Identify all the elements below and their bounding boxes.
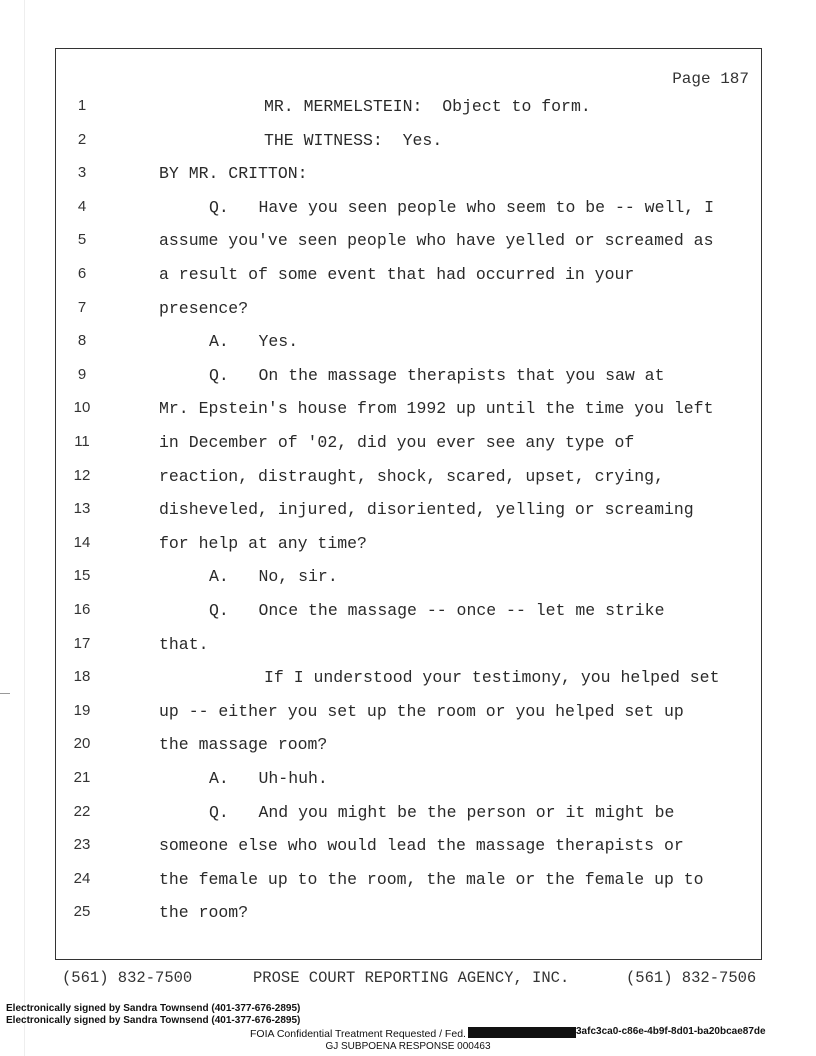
line-number: 2 <box>77 130 87 148</box>
foia-notice: FOIA Confidential Treatment Requested / Fed. <box>250 1028 466 1040</box>
line-text: in December of '02, did you ever see any type of <box>159 433 635 452</box>
transcript-line <box>56 769 756 803</box>
page-number: Page 187 <box>672 70 749 88</box>
line-text: the female up to the room, the male or the female up to <box>159 869 704 889</box>
line-text: Q. Once the massage -- once -- let me strike <box>209 601 665 620</box>
transcript-line <box>56 198 756 232</box>
line-number: 6 <box>77 265 87 282</box>
footer-phone-right: (561) 832-7506 <box>626 969 757 987</box>
line-number: 8 <box>77 332 87 350</box>
transcript-line <box>56 534 756 568</box>
line-number: 1 <box>77 97 87 114</box>
line-number: 13 <box>73 500 91 518</box>
line-number: 18 <box>73 668 91 686</box>
document-hash: 3afc3ca0-c86e-4b9f-8d01-ba20bcae87de <box>576 1026 766 1037</box>
transcript-line <box>56 231 756 265</box>
transcript-line <box>56 164 756 198</box>
line-number: 7 <box>77 298 87 316</box>
line-text: the room? <box>159 903 249 923</box>
transcript-line <box>56 265 756 299</box>
line-number: 5 <box>77 231 87 249</box>
transcript-line <box>56 500 756 534</box>
line-number: 19 <box>73 701 91 719</box>
line-text: Q. And you might be the person or it might be <box>209 802 675 822</box>
line-number: 23 <box>73 836 91 854</box>
line-text: Q. On the massage therapists that you saw at <box>209 365 665 385</box>
transcript-line <box>56 836 756 870</box>
gj-subpoena-stamp: GJ SUBPOENA RESPONSE 000463 <box>325 1041 491 1052</box>
transcript-line <box>56 601 756 635</box>
line-number: 10 <box>73 399 91 417</box>
transcript-line <box>56 366 756 400</box>
transcript-line <box>56 332 756 366</box>
transcript-line <box>56 803 756 837</box>
line-text: that. <box>159 634 209 654</box>
line-text: Mr. Epstein's house from 1992 up until the time you left <box>159 399 714 419</box>
line-number: 20 <box>73 735 91 753</box>
transcript-line <box>56 567 756 601</box>
line-number: 11 <box>74 433 90 450</box>
line-text: the massage room? <box>159 735 328 755</box>
line-text: presence? <box>159 298 249 318</box>
line-text: assume you've seen people who have yelled or screamed as <box>159 231 714 251</box>
line-number: 12 <box>73 466 91 484</box>
transcript-line <box>56 131 756 165</box>
signature-line-1: Electronically signed by Sandra Townsend (401-377-676-2895) <box>6 1003 301 1014</box>
line-number: 16 <box>73 601 91 618</box>
margin-mark <box>0 693 10 694</box>
line-text: A. No, sir. <box>209 567 338 587</box>
line-number: 15 <box>73 567 91 585</box>
line-text: BY MR. CRITTON: <box>159 164 308 184</box>
line-number: 17 <box>73 634 91 652</box>
transcript-line <box>56 903 756 937</box>
transcript-line <box>56 702 756 736</box>
footer-agency: PROSE COURT REPORTING AGENCY, INC. <box>253 969 570 987</box>
transcript-line <box>56 668 756 702</box>
transcript-frame <box>55 48 762 960</box>
line-text: disheveled, injured, disoriented, yelling or screaming <box>159 500 694 520</box>
transcript-line <box>56 735 756 769</box>
line-number: 22 <box>73 802 91 820</box>
transcript-line <box>56 433 756 467</box>
line-text: for help at any time? <box>159 533 367 553</box>
line-text: reaction, distraught, shock, scared, upset, crying, <box>159 466 664 486</box>
line-text: Q. Have you seen people who seem to be -- well, I <box>209 197 714 217</box>
transcript-line <box>56 870 756 904</box>
line-number: 14 <box>73 533 91 551</box>
footer-phone-left: (561) 832-7500 <box>62 969 193 987</box>
line-number: 21 <box>73 769 91 786</box>
transcript-line <box>56 635 756 669</box>
line-text: If I understood your testimony, you helped set <box>264 668 720 688</box>
line-text: THE WITNESS: Yes. <box>264 130 443 150</box>
line-text: a result of some event that had occurred in your <box>159 265 635 284</box>
line-number: 9 <box>77 365 87 383</box>
line-text: MR. MERMELSTEIN: Object to form. <box>264 97 591 116</box>
line-text: someone else who would lead the massage therapists or <box>159 836 684 856</box>
transcript-line <box>56 399 756 433</box>
transcript-line <box>56 299 756 333</box>
line-text: A. Yes. <box>209 332 299 352</box>
transcript-line <box>56 97 756 131</box>
line-number: 3 <box>77 164 87 182</box>
signature-line-2: Electronically signed by Sandra Townsend (401-377-676-2895) <box>6 1015 301 1026</box>
page-edge-line <box>24 0 25 1056</box>
line-number: 25 <box>73 903 91 921</box>
line-number: 4 <box>77 197 87 215</box>
line-text: A. Uh-huh. <box>209 769 328 788</box>
redaction-bar <box>468 1027 576 1038</box>
line-text: up -- either you set up the room or you helped set up <box>159 701 684 721</box>
line-number: 24 <box>73 869 91 887</box>
transcript-line <box>56 467 756 501</box>
